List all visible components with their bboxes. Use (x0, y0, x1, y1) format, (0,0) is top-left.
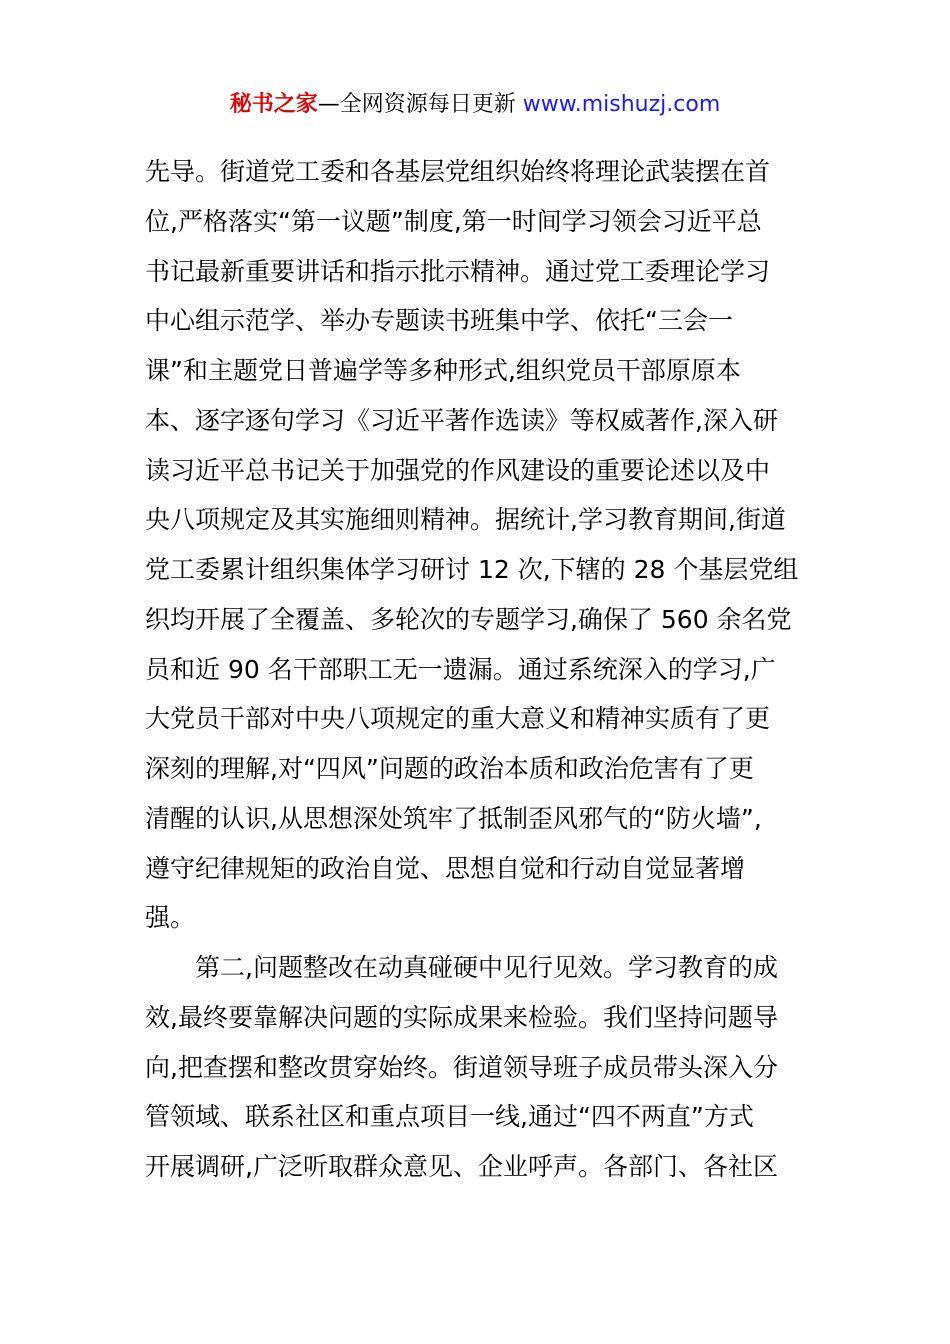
text-line: 织均开展了全覆盖、多轮次的专题学习,确保了 560 余名党 (145, 604, 792, 634)
text-line: 先导。街道党工委和各基层党组织始终将理论武装摆在首 (145, 157, 771, 186)
text-line: 开展调研,广泛听取群众意见、企业呼声。各部门、各社区 (145, 1152, 778, 1181)
text-line: 深刻的理解,对“四风”问题的政治本质和政治危害有了更 (145, 754, 754, 783)
site-url-link[interactable]: www.mishuzj.com (522, 92, 721, 117)
header-separator: — (317, 92, 340, 117)
text-line: 员和近 90 名干部职工无一遗漏。通过系统深入的学习,广 (145, 654, 776, 684)
text-line: 清醒的认识,从思想深处筑牢了抵制歪风邪气的“防火墙”, (145, 803, 762, 833)
text-line: 位,严格落实“第一议题”制度,第一时间学习领会习近平总 (145, 206, 762, 236)
brand-name: 秘书之家 (229, 92, 318, 117)
text-line: 本、逐字逐句学习《习近平著作选读》等权威著作,深入研 (145, 405, 778, 435)
text-line: 党工委累计组织集体学习研讨 12 次,下辖的 28 个基层党组 (145, 555, 799, 584)
text-line: 大党员干部对中央八项规定的重大意义和精神实质有了更 (145, 704, 771, 734)
text-line: 效,最终要靠解决问题的实际成果来检验。我们坚持问题导 (145, 1002, 778, 1032)
text-line: 课”和主题党日普遍学等多种形式,组织党员干部原原本 (145, 356, 741, 385)
text-line: 央八项规定及其实施细则精神。据统计,学习教育期间,街道 (145, 505, 786, 535)
text-line: 读习近平总书记关于加强党的作风建设的重要论述以及中 (145, 455, 771, 485)
text-line: 遵守纪律规矩的政治自觉、思想自觉和行动自觉显著增 (145, 853, 746, 883)
paragraph-start-line: 第二,问题整改在动真碰硬中见行见效。学习教育的成 (195, 953, 778, 982)
text-line: 中心组示范学、举办专题读书班集中学、依托“三会一 (145, 306, 733, 336)
text-line: 向,把查摆和整改贯穿始终。街道领导班子成员带头深入分 (145, 1052, 778, 1082)
document-body (145, 147, 813, 1192)
site-header (0, 88, 950, 122)
text-line: 管领域、联系社区和重点项目一线,通过“四不两直”方式 (145, 1102, 754, 1132)
text-line: 书记最新重要讲话和指示批示精神。通过党工委理论学习 (145, 256, 771, 286)
header-slogan: 全网资源每日更新 (339, 92, 523, 117)
text-line: 强。 (145, 903, 196, 933)
